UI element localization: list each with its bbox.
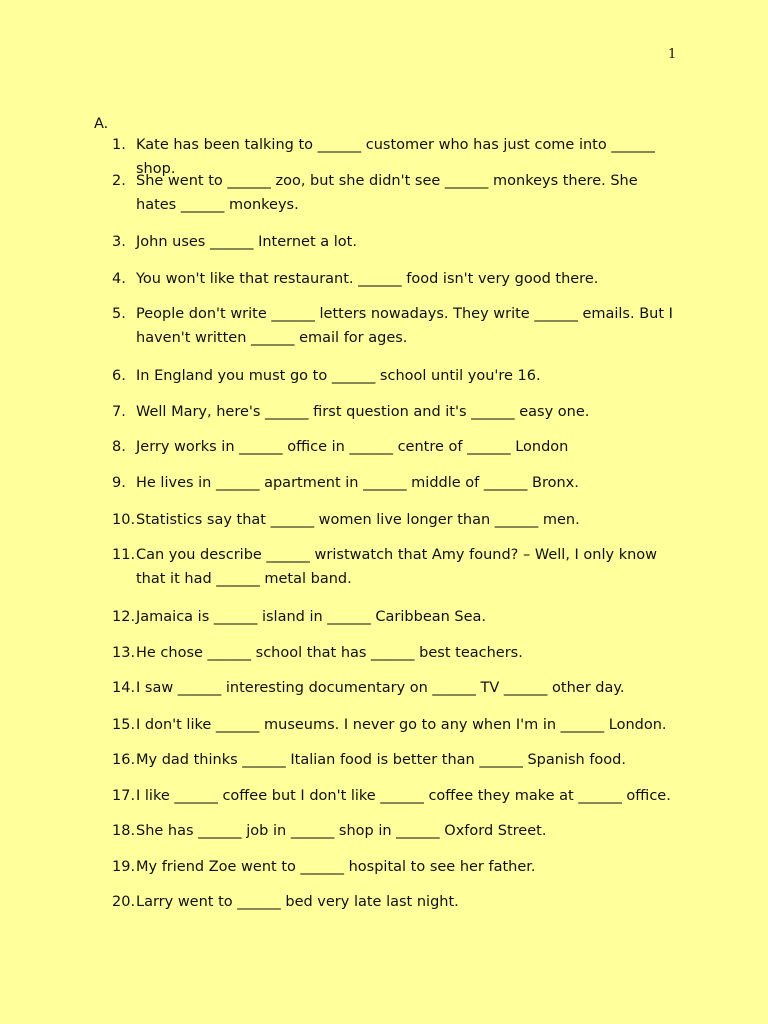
item-number: 9.	[112, 475, 126, 491]
exercise-item	[112, 508, 678, 532]
section-label: A.	[94, 116, 109, 132]
item-number: 14.	[112, 680, 136, 696]
exercise-item	[112, 435, 678, 459]
item-text: In England you must go to ______ school until you're 16.	[136, 368, 541, 384]
item-text: Statistics say that ______ women live longer than ______ men.	[136, 512, 580, 528]
item-number: 18.	[112, 823, 136, 839]
item-text: He lives in ______ apartment in ______ middle of ______ Bronx.	[136, 475, 579, 491]
exercise-item	[112, 605, 678, 629]
item-text: Jerry works in ______ office in ______ centre of ______ London	[136, 439, 569, 455]
item-text: My dad thinks ______ Italian food is better than ______ Spanish food.	[136, 752, 626, 768]
item-text: John uses ______ Internet a lot.	[136, 234, 357, 250]
item-text: People don't write ______ letters nowadays. They write ______ emails. But I haven't written ______ email for ages.	[136, 306, 673, 346]
item-text: My friend Zoe went to ______ hospital to see her father.	[136, 859, 536, 875]
exercise-item	[112, 169, 678, 217]
item-text: She went to ______ zoo, but she didn't see ______ monkeys there. She hates ______ monkeys.	[136, 173, 638, 213]
item-text: Can you describe ______ wristwatch that Amy found? – Well, I only know that it had ______ metal band.	[136, 547, 658, 587]
item-number: 2.	[112, 173, 126, 189]
item-number: 20.	[112, 894, 136, 910]
exercise-item	[112, 230, 678, 254]
exercise-item	[112, 676, 678, 700]
exercise-item	[112, 890, 678, 914]
item-number: 10.	[112, 512, 136, 528]
item-text: I don't like ______ museums. I never go to any when I'm in ______ London.	[136, 717, 667, 733]
item-number: 1.	[112, 137, 126, 153]
exercise-item	[112, 400, 678, 424]
exercise-item	[112, 748, 678, 772]
item-text: Jamaica is ______ island in ______ Caribbean Sea.	[136, 609, 487, 625]
item-number: 15.	[112, 717, 136, 733]
item-number: 11.	[112, 547, 136, 563]
item-number: 5.	[112, 306, 126, 322]
item-text: Larry went to ______ bed very late last night.	[136, 894, 459, 910]
exercise-item	[112, 543, 678, 591]
item-text: Well Mary, here's ______ first question and it's ______ easy one.	[136, 404, 590, 420]
item-number: 6.	[112, 368, 126, 384]
exercise-item	[112, 302, 678, 350]
exercise-item	[112, 819, 678, 843]
exercise-item	[112, 641, 678, 665]
item-number: 16.	[112, 752, 136, 768]
item-number: 8.	[112, 439, 126, 455]
item-number: 7.	[112, 404, 126, 420]
exercise-item	[112, 784, 678, 808]
exercise-item	[112, 364, 678, 388]
item-number: 17.	[112, 788, 136, 804]
page-number: 1	[668, 47, 677, 62]
item-text: You won't like that restaurant. ______ food isn't very good there.	[136, 271, 599, 287]
item-number: 12.	[112, 609, 136, 625]
item-text: Kate has been talking to ______ customer who has just come into ______ shop.	[136, 137, 655, 177]
exercise-item	[112, 267, 678, 291]
exercise-item	[112, 713, 678, 737]
item-number: 19.	[112, 859, 136, 875]
item-text: He chose ______ school that has ______ best teachers.	[136, 645, 523, 661]
item-text: I like ______ coffee but I don't like ______ coffee they make at ______ office.	[136, 788, 671, 804]
item-number: 13.	[112, 645, 136, 661]
item-number: 3.	[112, 234, 126, 250]
item-number: 4.	[112, 271, 126, 287]
item-text: She has ______ job in ______ shop in ______ Oxford Street.	[136, 823, 547, 839]
exercise-item	[112, 471, 678, 495]
item-text: I saw ______ interesting documentary on ______ TV ______ other day.	[136, 680, 625, 696]
exercise-item	[112, 855, 678, 879]
